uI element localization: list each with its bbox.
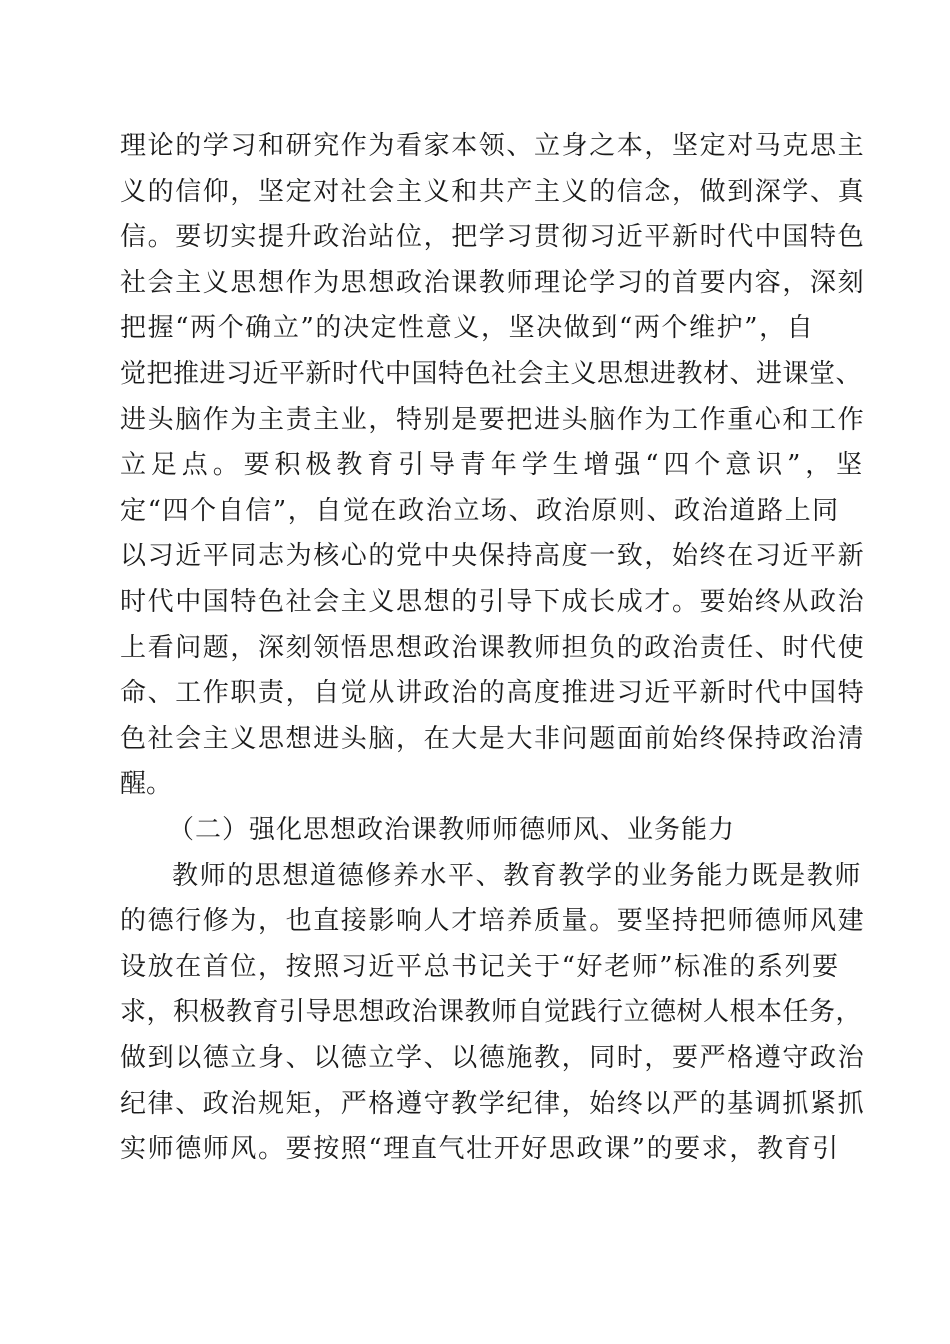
- text-line-6: 觉把推进习近平新时代中国特色社会主义思想进教材、进课堂、: [120, 359, 863, 389]
- text-line-23: 实师德师风。要按照“理直气壮开好思政课”的要求，教育引: [120, 1134, 840, 1164]
- text-line-3: 信。要切实提升政治站位，把学习贯彻习近平新时代中国特色: [120, 222, 866, 252]
- text-line-20: 求，积极教育引导思想政治课教师自觉践行立德树人根本任务，: [120, 997, 863, 1027]
- text-line-5: 把握“两个确立”的决定性意义，坚决做到“两个维护”，自: [120, 313, 815, 343]
- text-line-10: 以习近平同志为核心的党中央保持高度一致，始终在习近平新: [120, 541, 866, 571]
- text-line-18: 的德行修为，也直接影响人才培养质量。要坚持把师德师风建: [120, 906, 866, 936]
- text-line-7: 进头脑作为主责主业，特别是要把进头脑作为工作重心和工作: [120, 405, 866, 435]
- text-line-1: 理论的学习和研究作为看家本领、立身之本，坚定对马克思主: [120, 131, 866, 161]
- text-line-2: 义的信仰，坚定对社会主义和共产主义的信念，做到深学、真: [120, 177, 866, 207]
- section-heading: （二）强化思想政治课教师师德师风、业务能力: [168, 815, 736, 845]
- text-line-21: 做到以德立身、以德立学、以德施教，同时，要严格遵守政治: [120, 1043, 866, 1073]
- text-line-9: 定“四个自信”，自觉在政治立场、政治原则、政治道路上同: [120, 496, 840, 526]
- text-line-13: 命、工作职责，自觉从讲政治的高度推进习近平新时代中国特: [120, 678, 866, 708]
- text-line-11: 时代中国特色社会主义思想的引导下成长成才。要始终从政治: [120, 587, 866, 617]
- text-line-17: 教师的思想道德修养水平、教育教学的业务能力既是教师: [172, 861, 863, 891]
- text-line-4: 社会主义思想作为思想政治课教师理论学习的首要内容，深刻: [120, 268, 866, 298]
- text-line-12: 上看问题，深刻领悟思想政治课教师担负的政治责任、时代使: [120, 633, 866, 663]
- text-line-14: 色社会主义思想进头脑，在大是大非问题面前始终保持政治清: [120, 724, 866, 754]
- text-line-19: 设放在首位，按照习近平总书记关于“好老师”标准的系列要: [120, 952, 840, 982]
- text-line-8: 立足点。要积极教育引导青年学生增强“四个意识”，坚: [120, 450, 868, 480]
- text-line-15: 醒。: [120, 769, 173, 799]
- text-line-22: 纪律、政治规矩，严格遵守教学纪律，始终以严的基调抓紧抓: [120, 1089, 866, 1119]
